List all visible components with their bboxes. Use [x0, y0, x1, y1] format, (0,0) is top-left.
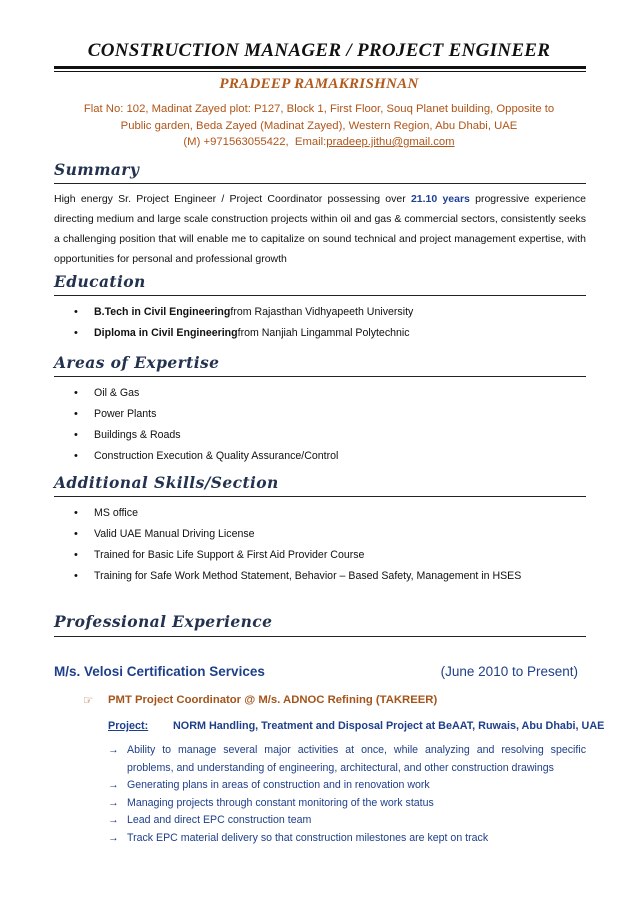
education-rule: [54, 295, 586, 296]
project-label: Project:: [108, 720, 149, 732]
skill-item: [74, 523, 521, 544]
education-list: [74, 301, 413, 343]
title-rule: [54, 66, 586, 69]
email-label: Email:: [294, 136, 327, 148]
skills-rule: [54, 496, 586, 497]
summary-text-end: progressive experience directing medium and large scale construction projects within oil and gas & commercial sectors, consistently seeks a challenging position that will enable me to capitalize on sound technical and project management expertise, with opportunities for personal and professional growth: [54, 193, 586, 265]
expertise-label: Construction Execution & Quality Assurance/Control: [94, 449, 339, 462]
experience-heading: Professional Experience: [54, 612, 273, 631]
arrow-right-icon: →: [108, 796, 119, 809]
employment-period: (June 2010 to Present): [440, 664, 578, 679]
bullet-icon: •: [74, 527, 78, 540]
skill-label: Training for Safe Work Method Statement, Behavior – Based Safety, Management in HSES: [94, 569, 522, 582]
responsibility-text: Generating plans in areas of construction and in renovation work: [127, 779, 430, 791]
arrow-right-icon: →: [108, 744, 119, 756]
project-line: [108, 720, 604, 732]
education-institution: from Rajasthan Vidhyapeeth University: [230, 305, 414, 318]
expertise-list: [74, 382, 338, 466]
bullet-icon: •: [74, 449, 78, 462]
expertise-label: Buildings & Roads: [94, 428, 181, 441]
bullet-icon: •: [74, 569, 78, 582]
responsibility-text: Track EPC material delivery so that construction milestones are kept on track: [127, 831, 489, 844]
arrow-right-icon: →: [108, 814, 119, 826]
candidate-name: PRADEEP RAMAKRISHNAN: [219, 76, 419, 92]
skill-item: [74, 565, 521, 586]
skill-item: [74, 544, 521, 565]
skill-label: Trained for Basic Life Support & First Aid Provider Course: [94, 548, 365, 561]
bullet-icon: •: [74, 428, 78, 441]
skill-label: MS office: [94, 506, 138, 519]
expertise-rule: [54, 376, 586, 377]
expertise-heading: Areas of Expertise: [54, 353, 220, 372]
document-title: CONSTRUCTION MANAGER / PROJECT ENGINEER: [87, 40, 551, 61]
responsibility-text: Ability to manage several major activities at once, while analyzing and resolving specific problems, and understanding of engineering, architectural, and other construction drawings: [127, 744, 586, 774]
phone-number: (M) +971563055422,: [183, 136, 289, 148]
arrow-right-icon: →: [108, 779, 119, 791]
bullet-icon: •: [74, 386, 78, 399]
responsibilities-list: [108, 742, 586, 847]
education-degree: B.Tech in Civil Engineering: [94, 305, 231, 318]
project-name: NORM Handling, Treatment and Disposal Project at BeAAT, Ruwais, Abu Dhabi, UAE: [173, 720, 605, 732]
skills-heading: Additional Skills/Section: [54, 473, 279, 492]
skills-list: [74, 502, 521, 586]
responsibility-item: [108, 742, 586, 777]
education-institution: from Nanjiah Lingammal Polytechnic: [237, 326, 410, 339]
bullet-icon: •: [74, 305, 78, 318]
education-degree: Diploma in Civil Engineering: [94, 326, 238, 339]
company-name: M/s. Velosi Certification Services: [54, 664, 265, 679]
expertise-label: Power Plants: [94, 407, 157, 420]
responsibility-item: [108, 830, 586, 848]
contact-line: [0, 136, 638, 148]
skill-label: Valid UAE Manual Driving License: [94, 527, 255, 540]
responsibility-item: [108, 777, 586, 795]
experience-years: 21.10 years: [410, 193, 470, 205]
expertise-label: Oil & Gas: [94, 386, 140, 399]
education-item: [74, 301, 413, 322]
email-link[interactable]: pradeep.jithu@gmail.com: [326, 136, 455, 148]
experience-rule: [54, 636, 586, 637]
skill-item: [74, 502, 521, 523]
expertise-item: [74, 382, 338, 403]
address-line-1: Flat No: 102, Madinat Zayed plot: P127, Block 1, First Floor, Souq Planet building, Opposite to: [83, 103, 555, 115]
summary-heading: Summary: [54, 160, 140, 179]
responsibility-item: [108, 795, 586, 813]
bullet-icon: •: [74, 326, 78, 339]
summary-text-start: High energy Sr. Project Engineer / Project Coordinator possessing over: [54, 193, 411, 205]
bullet-icon: •: [74, 548, 78, 561]
title-rule-thin: [54, 71, 586, 72]
education-heading: Education: [54, 272, 146, 291]
responsibility-item: [108, 812, 586, 830]
bullet-icon: •: [74, 407, 78, 420]
pointing-hand-icon: ☞: [83, 695, 94, 707]
summary-rule: [54, 183, 586, 184]
job-role: [83, 694, 437, 707]
address-line-2: Public garden, Beda Zayed (Madinat Zayed), Western Region, Abu Dhabi, UAE: [120, 120, 518, 132]
role-title: PMT Project Coordinator @ M/s. ADNOC Refining (TAKREER): [108, 694, 438, 706]
expertise-item: [74, 403, 338, 424]
arrow-right-icon: →: [108, 831, 119, 844]
bullet-icon: •: [74, 506, 78, 519]
summary-text: [54, 189, 586, 269]
education-item: [74, 322, 413, 343]
expertise-item: [74, 424, 338, 445]
expertise-item: [74, 445, 338, 466]
responsibility-text: Managing projects through constant monitoring of the work status: [127, 796, 434, 809]
responsibility-text: Lead and direct EPC construction team: [127, 814, 312, 826]
